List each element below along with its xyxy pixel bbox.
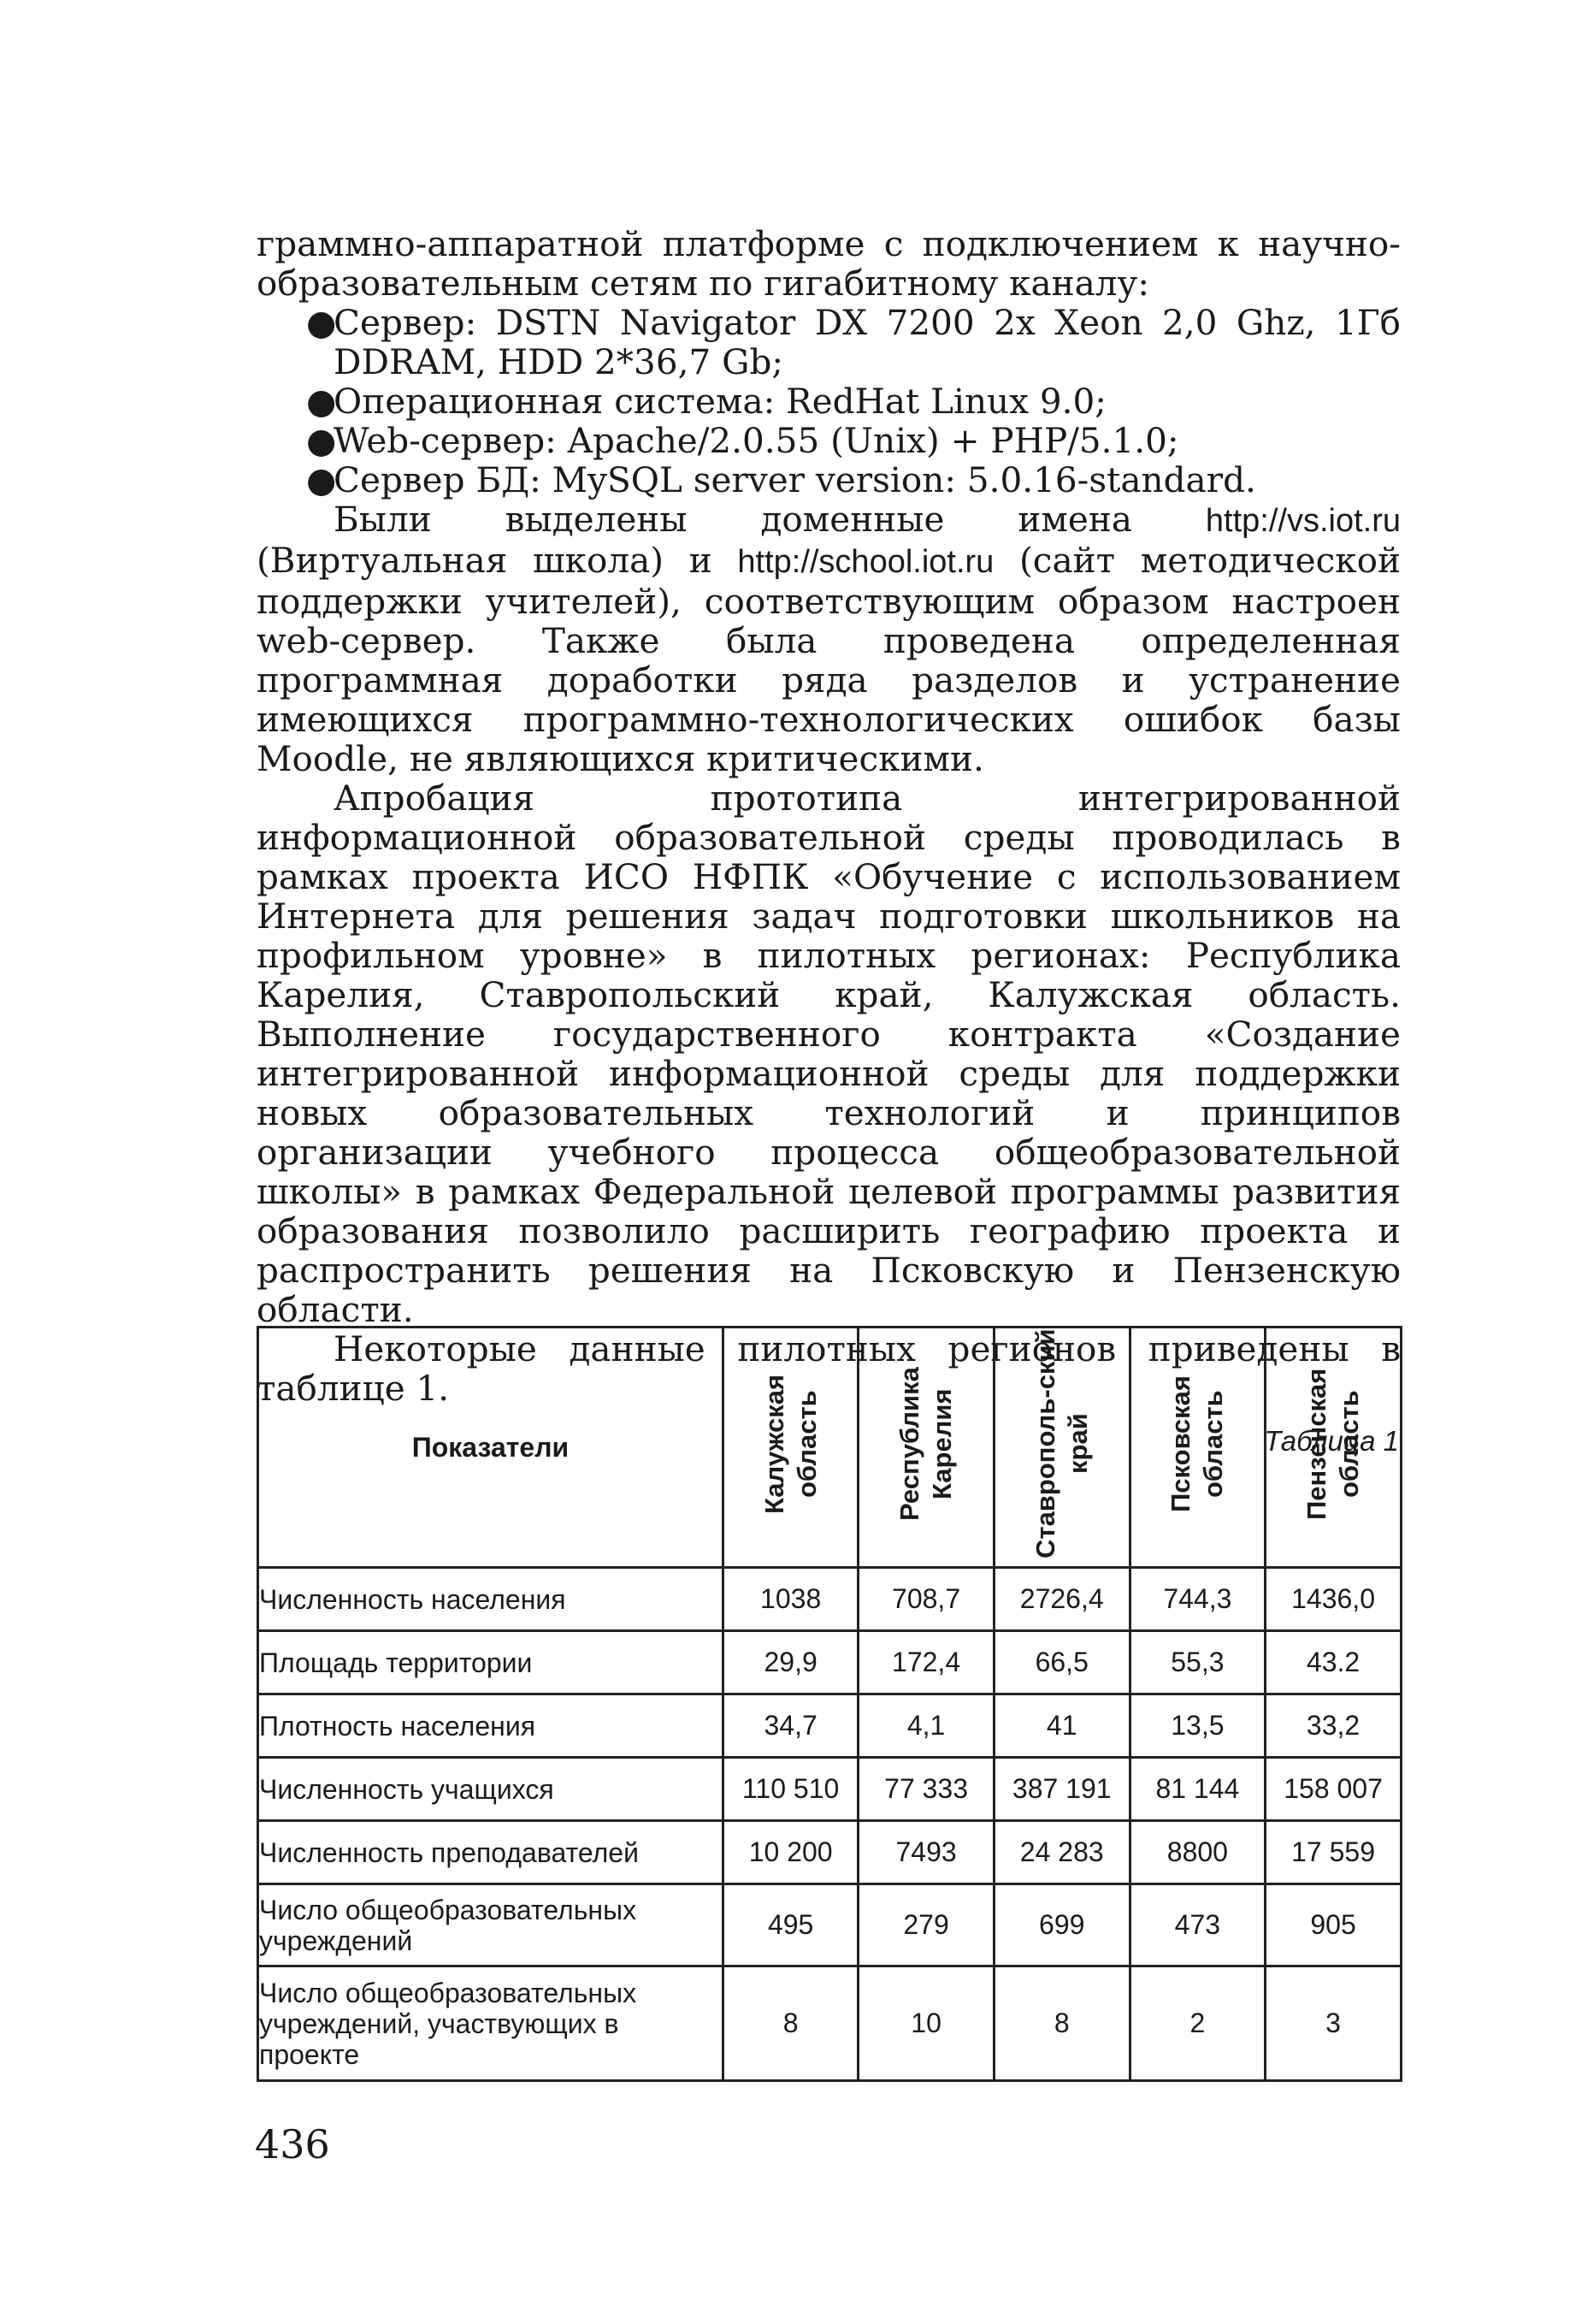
table-cell: 8800 — [1130, 1821, 1265, 1884]
row-label: Площадь территории — [258, 1631, 723, 1694]
table-header-row — [258, 1328, 1402, 1568]
table-cell: 3 — [1266, 1966, 1402, 2081]
table-cell: 744,3 — [1130, 1568, 1265, 1631]
table-cell: 2726,4 — [994, 1568, 1130, 1631]
url-school: http://school.iot.ru — [737, 544, 995, 580]
table-cell: 172,4 — [859, 1631, 994, 1694]
table-cell: 158 007 — [1266, 1758, 1402, 1821]
header-region-penza: Пензенская область — [1266, 1328, 1402, 1568]
table-cell: 699 — [994, 1884, 1130, 1966]
table-cell: 708,7 — [859, 1568, 994, 1631]
table-row — [258, 1568, 1402, 1631]
table-cell: 43.2 — [1266, 1631, 1402, 1694]
table-cell: 279 — [859, 1884, 994, 1966]
header-region-stavropol: Ставрополь-ский край — [994, 1328, 1130, 1568]
table-cell: 8 — [994, 1966, 1130, 2081]
table-cell: 2 — [1130, 1966, 1265, 2081]
bullet-icon: ● — [306, 420, 337, 461]
row-label: Численность учащихся — [258, 1758, 723, 1821]
url-vs: http://vs.iot.ru — [1205, 503, 1401, 539]
bullet-icon: ● — [306, 381, 337, 422]
table-cell: 33,2 — [1266, 1694, 1402, 1758]
table-row — [258, 1966, 1402, 2081]
row-label: Плотность населения — [258, 1694, 723, 1758]
table-cell: 10 200 — [723, 1821, 858, 1884]
paragraph-approbation: Апробация прототипа интегрированной информационной образовательной среды проводилась в рамках проекта ИСО НФПК «Обучение с использованием Интернета для решения задач подготовки школьников на профильном уровне» в пилотных регионах: Республика Карелия, Ставропольский край, Калужская область. Выполнение государственного контракта «Создание интегрированной информационной среды для поддержки новых образовательных технологий и принципов организации учебного процесса общеобразовательной школы» в рамках Федеральной целевой программы развития образования позволило расширить географию проекта и распространить решения на Псковскую и Пензенскую области. — [257, 778, 1401, 1330]
table-cell: 24 283 — [994, 1821, 1130, 1884]
row-label: Численность преподавателей — [258, 1821, 723, 1884]
row-label: Численность населения — [258, 1568, 723, 1631]
header-region-karelia: Республика Карелия — [859, 1328, 994, 1568]
list-item: ● Web-сервер: Apache/2.0.55 (Unix) + PHP/5.1.0; — [306, 420, 1179, 461]
table-cell: 4,1 — [859, 1694, 994, 1758]
table-caption: Таблица 1 — [1264, 1425, 1399, 1457]
table-cell: 66,5 — [994, 1631, 1130, 1694]
table-cell: 55,3 — [1130, 1631, 1265, 1694]
table-row — [258, 1694, 1402, 1758]
table-cell: 387 191 — [994, 1758, 1130, 1821]
list-item: ● Сервер БД: MySQL server version: 5.0.16-standard. — [306, 459, 1256, 500]
page-body — [257, 224, 1401, 1461]
header-region-kaluga: Калужская область — [723, 1328, 858, 1568]
table-row — [258, 1631, 1402, 1694]
bullet-icon: ● — [306, 459, 337, 500]
table-cell: 495 — [723, 1884, 858, 1966]
table-row — [258, 1884, 1402, 1966]
server-spec-list — [257, 303, 1401, 500]
bullet-icon: ● — [306, 302, 337, 343]
table-cell: 1436,0 — [1266, 1568, 1402, 1631]
table-cell: 29,9 — [723, 1631, 858, 1694]
paragraph-intro: граммно-аппаратной платформе с подключением к научно-образовательным сетям по гигабитному каналу: — [257, 223, 1401, 304]
page-number: 436 — [255, 2121, 330, 2167]
table-cell: 905 — [1266, 1884, 1402, 1966]
table-row — [258, 1758, 1402, 1821]
table-cell: 13,5 — [1130, 1694, 1265, 1758]
table-cell: 8 — [723, 1966, 858, 2081]
header-indicators: Показатели — [258, 1328, 723, 1568]
table-cell: 34,7 — [723, 1694, 858, 1758]
table-row — [258, 1821, 1402, 1884]
row-label: Число общеобразовательных учреждений — [258, 1884, 723, 1966]
table-cell: 7493 — [859, 1821, 994, 1884]
table-cell: 41 — [994, 1694, 1130, 1758]
regions-table — [257, 1326, 1402, 2082]
table-cell: 110 510 — [723, 1758, 858, 1821]
table-cell: 1038 — [723, 1568, 858, 1631]
list-item: ● Сервер: DSTN Navigator DX 7200 2x Xeon 2,0 Ghz, 1Гб DDRAM, HDD 2*36,7 Gb; — [306, 302, 1401, 382]
row-label: Число общеобразовательных учреждений, участвующих в проекте — [258, 1966, 723, 2081]
table-cell: 10 — [859, 1966, 994, 2081]
paragraph-domains: Были выделены доменные имена http://vs.iot.ru (Виртуальная школа) и http://school.iot.ru (сайт методической поддержки учителей), соответствующим образом настроен web-сервер. Также была проведена определенная программная доработки ряда разделов и устранение имеющихся программно-технологических ошибок базы Moodle, не являющихся критическими. — [257, 499, 1401, 779]
header-region-pskov: Псковская область — [1130, 1328, 1265, 1568]
table-cell: 473 — [1130, 1884, 1265, 1966]
paragraph-table-intro: Некоторые данные пилотных регионов приведены в таблице 1. — [257, 1328, 1401, 1409]
table-cell: 17 559 — [1266, 1821, 1402, 1884]
list-item: ● Операционная система: RedHat Linux 9.0; — [306, 381, 1107, 422]
table-cell: 77 333 — [859, 1758, 994, 1821]
table-cell: 81 144 — [1130, 1758, 1265, 1821]
